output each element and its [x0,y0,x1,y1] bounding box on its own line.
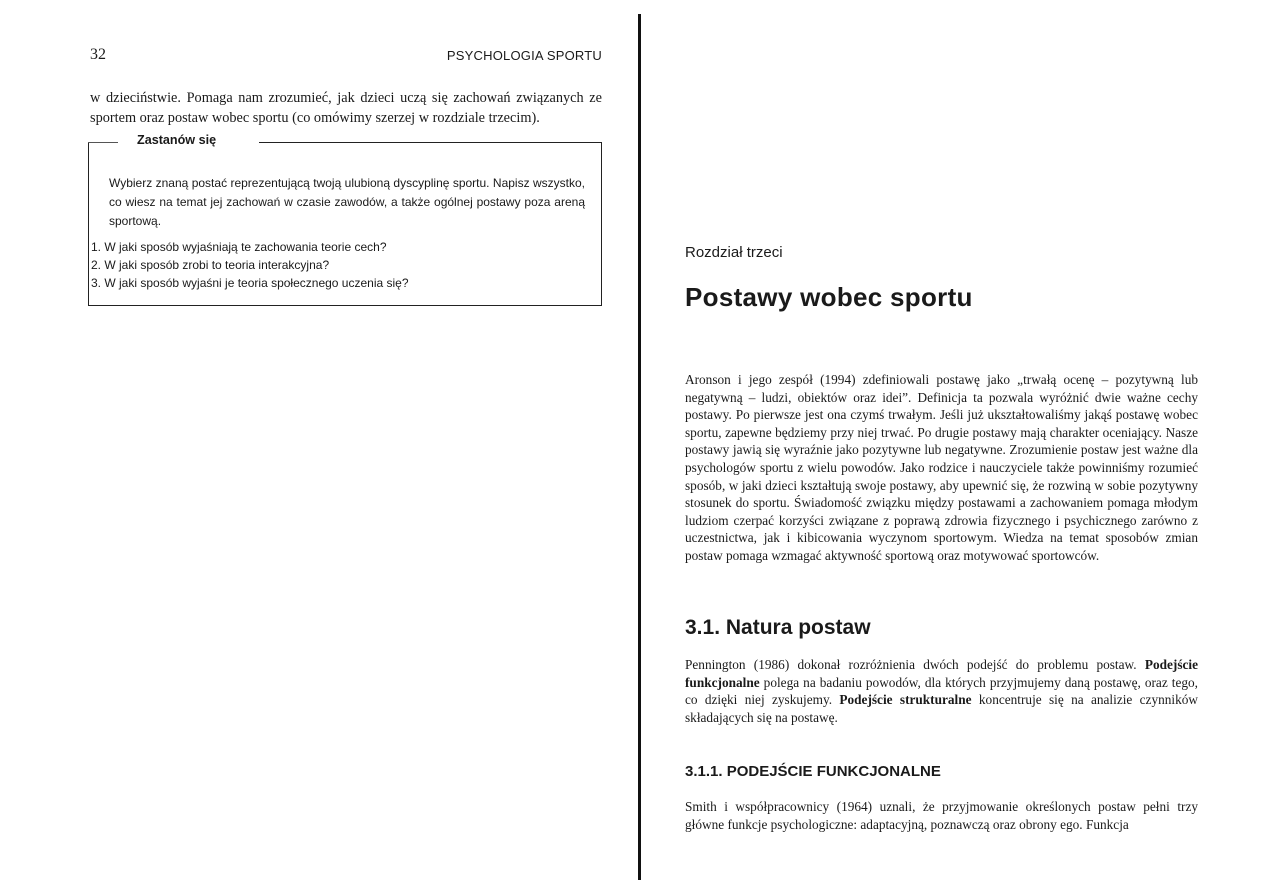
paragraph-text: koncentruje się na analizie czynników składających się na postawę. [685,692,1198,725]
box-title: Zastanów się [133,133,220,147]
question-item: 1. W jaki sposób wyjaśniają te zachowania teorie cech? [91,240,387,254]
chapter-title: Postawy wobec sportu [685,282,973,312]
subsection-heading: 3.1.1. PODEJŚCIE FUNKCJONALNE [685,763,941,780]
paragraph-text: Pennington (1986) dokonał rozróżnienia dwóch podejść do problemu postaw. [685,657,1145,672]
running-header: PSYCHOLOGIA SPORTU [446,48,602,63]
exercise-box [88,133,602,306]
intro-paragraph: w dzieciństwie. Pomaga nam zrozumieć, jak dzieci uczą się zachowań związanych ze sportem oraz postaw wobec sportu (co omówimy szerzej w rozdziale trzecim). [90,90,602,126]
box-instruction: Wybierz znaną postać reprezentującą twoją ulubioną dyscyplinę sportu. Napisz wszystko, co wiesz na temat jej zachowań w czasie zawodów, a także ogólnej postawy poza areną sportową. [109,176,585,228]
paragraph-text: polega na badaniu powodów, dla których przyjmujemy daną postawę, oraz tego, co dzięki niej zyskujemy. [685,674,1198,708]
question-list [91,238,591,292]
page-number: 32 [90,46,106,63]
question-item: 3. W jaki sposób wyjaśni je teoria społecznego uczenia się? [91,276,409,290]
term-functional: Podejście funkcjonalne [685,657,1198,690]
body-paragraph-1: Aronson i jego zespół (1994) zdefiniowali postawę jako „trwałą ocenę – pozytywną lub negatywną – ludzi, obiektów oraz idei”. Definicja ta pozwala wyróżnić dwie ważne cechy postawy. Po pierwsze jest ona czymś trwałym. Jeśli już ukształtowaliśmy jakąś postawę wobec sportu, zapewne będziemy przy niej trwać. Po drugie postawy mają charakter oceniający. Nasze postawy jawią się wyraźnie jako pozytywne lub negatywne. Zrozumienie postaw jest ważne dla psychologów sportu z wielu powodów. Jako rodzice i nauczyciele także powinniśmy rozumieć sposób, w jaki dzieci kształtują swoje postawy, aby upewnić się, że rozwiną w sobie pozytywny stosunek do sportu. Świadomość związku między postawami a zachowaniem pomaga młodym ludziom czerpać korzyści związane z poprawą zdrowia fizycznego i psychicznego zarówno z uczestnictwa, jak i kibicowania wyczynom sportowym. Wiedza na temat sposobów zmian postaw pomaga wzmagać aktywność sportową oraz motywować sportowców. [685,372,1198,563]
question-item: 2. W jaki sposób zrobi to teoria interakcyjna? [91,258,330,272]
body-paragraph-3: Smith i współpracownicy (1964) uznali, że przyjmowanie określonych postaw pełni trzy główne funkcje psychologiczne: adaptacyjną, poznawczą oraz obrony ego. Funkcja [685,799,1198,832]
section-heading: 3.1. Natura postaw [685,616,871,639]
box-top-border-right [259,142,602,143]
right-page [642,0,1263,893]
box-top-border-left [88,142,118,143]
book-spine-divider [638,14,641,880]
chapter-label: Rozdział trzeci [685,244,783,261]
term-structural: Podejście strukturalne [839,692,972,708]
body-paragraph-2 [685,656,1198,726]
